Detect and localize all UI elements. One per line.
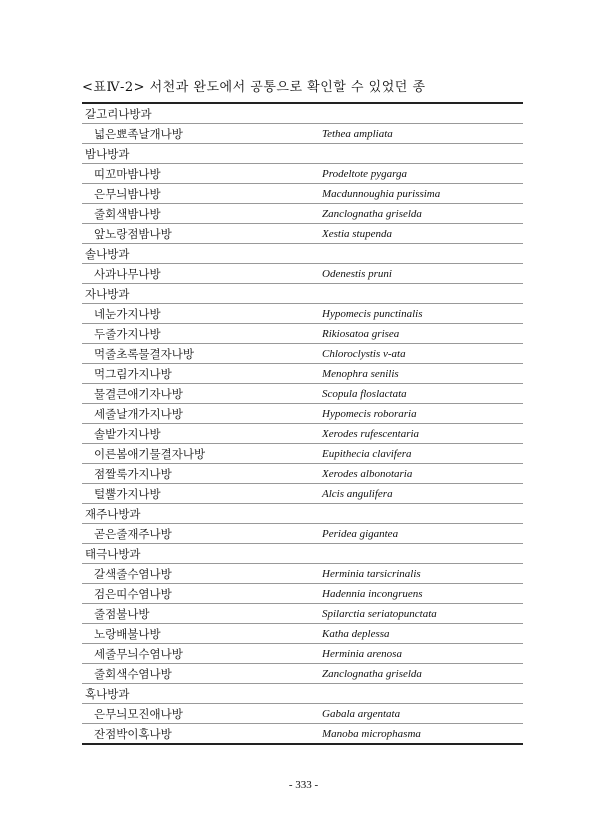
family-name: 재주나방과 bbox=[85, 506, 141, 521]
scientific-name: Zanclognatha griselda bbox=[322, 207, 422, 220]
scientific-name: Zanclognatha griselda bbox=[322, 667, 422, 680]
family-name: 혹나방과 bbox=[85, 686, 130, 701]
species-row bbox=[82, 404, 523, 424]
scientific-name: Chloroclystis v-ata bbox=[322, 347, 406, 360]
species-row bbox=[82, 224, 523, 244]
species-row bbox=[82, 664, 523, 684]
species-row bbox=[82, 364, 523, 384]
family-row bbox=[82, 244, 523, 264]
korean-name: 점짤룩가지나방 bbox=[94, 466, 172, 481]
scientific-name: Rikiosatoa grisea bbox=[322, 327, 400, 340]
species-row bbox=[82, 624, 523, 644]
family-row bbox=[82, 684, 523, 704]
korean-name: 줄회색밤나방 bbox=[94, 206, 161, 221]
family-name: 솔나방과 bbox=[85, 246, 130, 261]
scientific-name: Xestia stupenda bbox=[322, 227, 392, 240]
species-row bbox=[82, 564, 523, 584]
table-caption: <표Ⅳ-2> 서천과 완도에서 공통으로 확인할 수 있었던 종 bbox=[82, 80, 426, 95]
korean-name: 먹줄초록물결자나방 bbox=[94, 346, 194, 361]
korean-name: 두줄가지나방 bbox=[94, 326, 161, 341]
korean-name: 띠꼬마밤나방 bbox=[94, 166, 161, 181]
species-table bbox=[82, 102, 523, 745]
species-row bbox=[82, 124, 523, 144]
scientific-name: Herminia tarsicrinalis bbox=[322, 567, 421, 580]
scientific-name: Manoba microphasma bbox=[322, 727, 421, 740]
species-row bbox=[82, 464, 523, 484]
scientific-name: Scopula floslactata bbox=[322, 387, 407, 400]
family-name: 갈고리나방과 bbox=[85, 106, 152, 121]
species-row bbox=[82, 524, 523, 544]
korean-name: 갈색줄수염나방 bbox=[94, 566, 172, 581]
korean-name: 네눈가지나방 bbox=[94, 306, 161, 321]
species-row bbox=[82, 444, 523, 464]
korean-name: 은무늬밤나방 bbox=[94, 186, 161, 201]
scientific-name: Alcis angulifera bbox=[322, 487, 393, 500]
family-row bbox=[82, 504, 523, 524]
species-row bbox=[82, 424, 523, 444]
family-row bbox=[82, 284, 523, 304]
scientific-name: Eupithecia clavifera bbox=[322, 447, 412, 460]
korean-name: 세줄무늬수염나방 bbox=[94, 646, 183, 661]
scientific-name: Xerodes rufescentaria bbox=[322, 427, 420, 440]
korean-name: 노랑배불나방 bbox=[94, 626, 161, 641]
species-row bbox=[82, 484, 523, 504]
family-name: 자나방과 bbox=[85, 286, 130, 301]
scientific-name: Prodeltote pygarga bbox=[322, 167, 408, 180]
scientific-name: Macdunnoughia purissima bbox=[322, 187, 441, 200]
korean-name: 줄회색수염나방 bbox=[94, 666, 172, 681]
korean-name: 줄점불나방 bbox=[94, 606, 150, 621]
korean-name: 물결큰애기자나방 bbox=[94, 386, 183, 401]
korean-name: 넓은뾰족날개나방 bbox=[94, 126, 183, 141]
scientific-name: Tethea ampliata bbox=[322, 127, 393, 140]
family-name: 태극나방과 bbox=[85, 546, 141, 561]
scientific-name: Menophra senilis bbox=[322, 367, 399, 380]
scientific-name: Herminia arenosa bbox=[322, 647, 402, 660]
scientific-name: Gabala argentata bbox=[322, 707, 401, 720]
page-number: - 333 - bbox=[288, 779, 319, 791]
scientific-name: Spilarctia seriatopunctata bbox=[322, 607, 437, 620]
korean-name: 솔밭가지나방 bbox=[94, 426, 161, 441]
species-row bbox=[82, 724, 523, 743]
scientific-name: Hadennia incongruens bbox=[322, 587, 423, 600]
family-row bbox=[82, 544, 523, 564]
species-row bbox=[82, 604, 523, 624]
korean-name: 잔점박이혹나방 bbox=[94, 726, 172, 741]
species-row bbox=[82, 584, 523, 604]
species-row bbox=[82, 704, 523, 724]
scientific-name: Katha deplessa bbox=[322, 627, 390, 640]
species-row bbox=[82, 204, 523, 224]
family-row bbox=[82, 144, 523, 164]
korean-name: 사과나무나방 bbox=[94, 266, 161, 281]
korean-name: 앞노랑점밤나방 bbox=[94, 226, 172, 241]
species-row bbox=[82, 304, 523, 324]
korean-name: 검은띠수염나방 bbox=[94, 586, 172, 601]
korean-name: 곧은줄재주나방 bbox=[94, 526, 172, 541]
korean-name: 이른봄애기물결자나방 bbox=[94, 446, 206, 461]
korean-name: 세줄날개가지나방 bbox=[94, 406, 183, 421]
scientific-name: Odenestis pruni bbox=[322, 267, 392, 280]
scientific-name: Xerodes albonotaria bbox=[322, 467, 413, 480]
species-row bbox=[82, 184, 523, 204]
species-row bbox=[82, 264, 523, 284]
korean-name: 먹그림가지나방 bbox=[94, 366, 172, 381]
species-row bbox=[82, 644, 523, 664]
species-row bbox=[82, 324, 523, 344]
scientific-name: Hypomecis punctinalis bbox=[322, 307, 423, 320]
family-name: 밤나방과 bbox=[85, 146, 130, 161]
korean-name: 은무늬모진애나방 bbox=[94, 706, 183, 721]
species-row bbox=[82, 344, 523, 364]
korean-name: 털뿔가지나방 bbox=[94, 486, 161, 501]
scientific-name: Hypomecis roboraria bbox=[322, 407, 417, 420]
species-row bbox=[82, 384, 523, 404]
family-row bbox=[82, 104, 523, 124]
scientific-name: Peridea gigantea bbox=[322, 527, 399, 540]
species-row bbox=[82, 164, 523, 184]
